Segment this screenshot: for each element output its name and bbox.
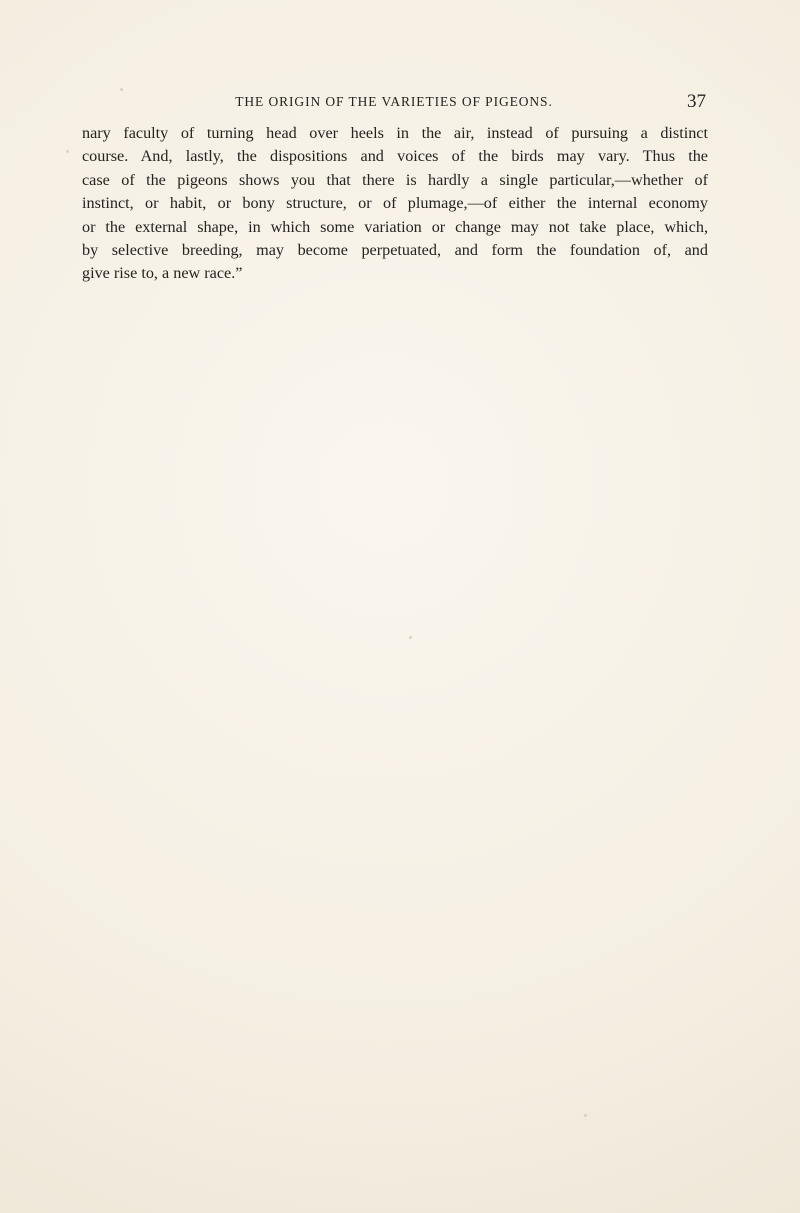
paper-speck [120, 88, 123, 91]
text-line: give rise to, a new race.” [82, 264, 243, 283]
text-line: or the external shape, in which some variation or change may not take place, which, [82, 217, 708, 236]
paper-speck [584, 1114, 587, 1117]
page-number: 37 [687, 91, 706, 112]
running-title: THE ORIGIN OF THE VARIETIES OF PIGEONS. [235, 94, 553, 109]
paper-speck [409, 636, 412, 639]
paper-speck [66, 150, 69, 153]
text-line: nary faculty of turning head over heels in the air, instead of pursuing a distinct [82, 124, 708, 142]
body-paragraph [82, 122, 708, 286]
text-line: course. And, lastly, the dispositions and voices of the birds may vary. Thus the [82, 147, 708, 166]
text-line: by selective breeding, may become perpetuated, and form the foundation of, and [82, 240, 708, 259]
running-header [82, 92, 706, 116]
text-line: case of the pigeons shows you that there is hardly a single particular,—whether of [82, 170, 708, 189]
text-line: instinct, or habit, or bony structure, or of plumage,—of either the internal economy [82, 194, 708, 213]
